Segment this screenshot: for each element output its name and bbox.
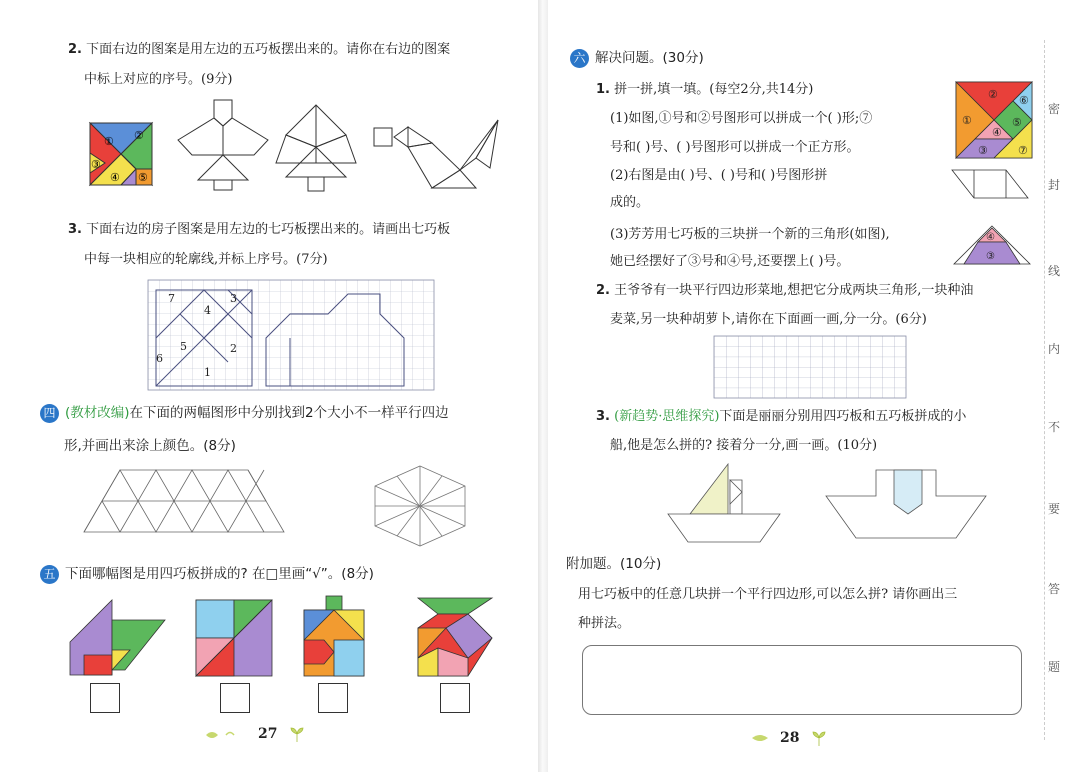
piece-label: ② xyxy=(134,129,144,142)
r-q2-line1: 2. 王爷爷有一块平行四边形菜地,想把它分成两块三角形,一块种油 xyxy=(596,283,974,298)
margin-char: 密 xyxy=(1048,102,1061,116)
tangram-label: ③ xyxy=(978,144,988,157)
composed-triangle xyxy=(954,226,1030,264)
piece-label: ③ xyxy=(91,158,101,171)
parallelogram-outline xyxy=(952,170,1028,198)
answer-box-d[interactable] xyxy=(440,683,470,713)
option-d-figure xyxy=(418,598,492,676)
grid-label: 7 xyxy=(168,292,175,305)
r-q1-line1: (1)如图,①号和②号图形可以拼成一个( )形;⑦ xyxy=(610,111,873,126)
section-badge: 六 xyxy=(570,49,589,68)
margin-char: 答 xyxy=(1048,582,1061,596)
margin-char: 要 xyxy=(1048,502,1061,516)
tangram-label: ⑥ xyxy=(1019,94,1029,107)
page-number-27: 27 xyxy=(258,726,278,742)
section-5-title: 五 下面哪幅图是用四巧板拼成的? 在□里画“√”。(8分) xyxy=(40,564,374,584)
r-q1-line6: 她已经摆好了③号和④号,还要摆上( )号。 xyxy=(610,254,850,269)
answer-box-a[interactable] xyxy=(90,683,120,713)
section-6-title: 六 解决问题。(30分) xyxy=(570,48,704,68)
bird-figure xyxy=(372,118,502,193)
triangle-tree-figure xyxy=(276,105,356,200)
hexagon-lattice xyxy=(375,466,465,546)
tangram-square xyxy=(956,82,1032,158)
q3-line2: 中每一块相应的轮廓线,并标上序号。(7分) xyxy=(84,252,328,267)
q2-line2: 中标上对应的序号。(9分) xyxy=(84,72,233,87)
margin-char: 线 xyxy=(1048,264,1061,278)
boat-five-piece xyxy=(826,470,986,540)
piece-label: ④ xyxy=(110,171,120,184)
boat-four-piece xyxy=(668,464,780,544)
section-4-line2: 形,并画出来涂上颜色。(8分) xyxy=(64,438,236,454)
option-a-figure xyxy=(70,600,165,675)
margin-char: 题 xyxy=(1048,660,1061,674)
section-badge: 五 xyxy=(40,565,59,584)
option-b-figure xyxy=(196,600,272,676)
r-q3-line2: 船,他是怎么拼的? 接着分一分,画一画。(10分) xyxy=(610,438,878,453)
r-q1-line5: (3)芳芳用七巧板的三块拼一个新的三角形(如图), xyxy=(610,227,890,242)
tangram-label: ② xyxy=(988,88,998,101)
tangram-label: ⑦ xyxy=(1018,144,1028,157)
tangram-label: ④ xyxy=(992,126,1002,139)
q3-grid xyxy=(148,280,434,390)
sprout-icon xyxy=(812,732,826,746)
option-c-figure xyxy=(304,596,364,676)
piece-label: ① xyxy=(104,135,114,148)
piece-label: ⑤ xyxy=(138,171,148,184)
page-number-28: 28 xyxy=(780,730,800,746)
grid-label: 2 xyxy=(230,342,237,355)
margin-char: 内 xyxy=(1048,342,1061,356)
bonus-line2: 种拼法。 xyxy=(578,616,631,631)
tangram-label: ① xyxy=(962,114,972,127)
margin-char: 封 xyxy=(1048,178,1061,192)
bonus-title: 附加题。(10分) xyxy=(566,556,662,572)
grid-label: 1 xyxy=(204,366,211,379)
q3-line1: 3. 下面右边的房子图案是用左边的七巧板摆出来的。请画出七巧板 xyxy=(68,222,451,237)
grid-label: 4 xyxy=(204,304,211,317)
bonus-line1: 用七巧板中的任意几块拼一个平行四边形,可以怎么拼? 请你画出三 xyxy=(578,587,958,602)
margin-char: 不 xyxy=(1048,420,1061,434)
tangram-label: ⑤ xyxy=(1012,116,1022,129)
r-q3-line1: 3. (新趋势·思维探究)下面是丽丽分别用四巧板和五巧板拼成的小 xyxy=(596,409,967,424)
bonus-answer-area[interactable] xyxy=(582,645,1022,715)
grid-label: 3 xyxy=(230,292,237,305)
five-piece-square xyxy=(90,123,152,185)
q2-line1: 2. 下面右边的图案是用左边的五巧板摆出来的。请你在右边的图案 xyxy=(68,42,451,57)
section-badge: 四 xyxy=(40,404,59,423)
grid-label: 5 xyxy=(180,340,187,353)
answer-box-c[interactable] xyxy=(318,683,348,713)
r-q2-line2: 麦菜,另一块种胡萝卜,请你在下面画一画,分一分。(6分) xyxy=(610,312,927,327)
r-q1-line3: (2)右图是由( )号、( )号和( )号图形拼 xyxy=(610,168,828,183)
section-4-title: 四 (教材改编)在下面的两幅图形中分别找到2个大小不一样平行四边 xyxy=(40,403,449,423)
right-page xyxy=(548,0,1080,772)
r-q1-line2: 号和( )号、( )号图形可以拼成一个正方形。 xyxy=(610,140,860,155)
sprout-icon xyxy=(290,728,304,742)
triangle-label: ④ xyxy=(986,232,995,243)
leaf-decoration-icon xyxy=(750,732,770,744)
seal-line xyxy=(1044,40,1047,740)
tree-figure xyxy=(178,100,268,190)
triangle-strip xyxy=(84,470,284,532)
triangle-label: ③ xyxy=(986,251,995,262)
answer-box-b[interactable] xyxy=(220,683,250,713)
r-q1-title: 1. 拼一拼,填一填。(每空2分,共14分) xyxy=(596,82,814,97)
drawing-grid xyxy=(714,336,906,398)
grid-label: 6 xyxy=(156,352,163,365)
r-q1-line4: 成的。 xyxy=(610,195,650,210)
